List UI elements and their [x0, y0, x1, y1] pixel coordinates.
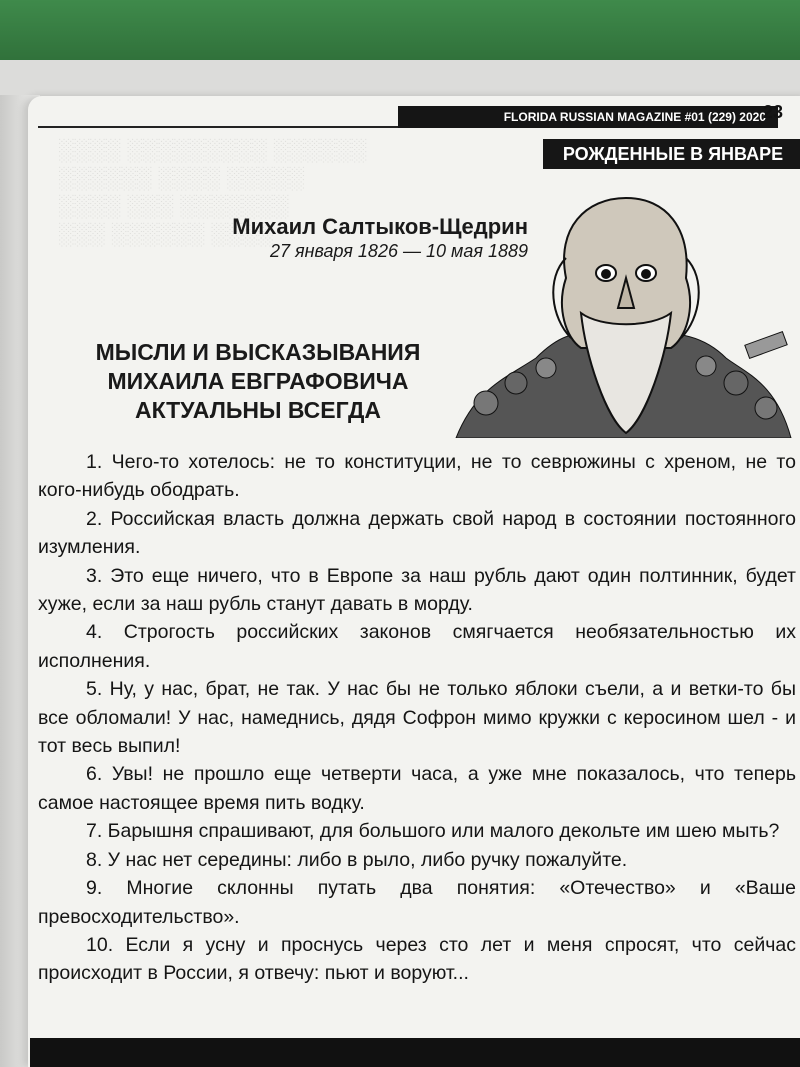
quote-item: 7. Барышня спрашивают, для большого или малого декольте им шею мыть?: [86, 820, 780, 843]
quote-item: 2. Российская власть должна держать свой народ в состоянии постоянного изумления.: [38, 507, 796, 559]
quote-item: 5. Ну, у нас, брат, не так. У нас бы не только яблоки съели, а и ветки-то бы все обломали! У нас, намеднись, дядя Софрон мимо кружки с керосином шел - и тот весь выпил!: [38, 678, 796, 758]
magazine-header: FLORIDA RUSSIAN MAGAZINE #01 (229) 2020: [398, 106, 778, 128]
headline: [58, 338, 458, 425]
headline-line-3: АКТУАЛЬНЫ ВСЕГДА: [134, 397, 382, 423]
quote-item: 8. У нас нет середины: либо в рыло, либо ручку пожалуйте.: [86, 848, 628, 871]
quote-item: 10. Если я усну и проснусь через сто лет и меня спросят, что сейчас происходит в России, я отвечу: пьют и воруют...: [38, 933, 796, 985]
author-name: Михаил Салтыков-Щедрин: [232, 214, 528, 239]
author-dates: 27 января 1826 — 10 мая 1889: [269, 241, 528, 261]
headline-line-2: МИХАИЛА ЕВГРАФОВИЧА: [107, 368, 409, 394]
bleed-through-text: ░░░░ ░░░░░░░░░ ░░░░░░ ░░░░░░ ░░░░ ░░░░░ ░░░░ ░░░ ░░░░░░░ ░░░ ░░░░░░ ░░░░: [58, 137, 367, 246]
caricature-portrait-image: [446, 188, 796, 438]
headline-line-1: МЫСЛИ И ВЫСКАЗЫВАНИЯ: [95, 339, 421, 365]
quotes-list: [38, 448, 796, 988]
quote-item: 4. Строгость российских законов смягчается необязательностью их исполнения.: [38, 621, 796, 672]
quote-item: 9. Многие склонны путать два понятия: «Отечество» и «Ваше превосходительство».: [38, 877, 796, 928]
section-tag: РОЖДЕННЫЕ В ЯНВАРЕ: [543, 139, 800, 169]
quote-item: 3. Это еще ничего, что в Европе за наш рубль дают один полтинник, будет хуже, если за наш рубль станут давать в морду.: [38, 564, 796, 616]
bottom-banner: [30, 1038, 800, 1067]
quote-item: 6. Увы! не прошло еще четверти часа, а уже мне показалось, что теперь самое настоящее время пить водку.: [38, 763, 796, 814]
magazine-page: [28, 96, 800, 1067]
quote-item: 1. Чего-то хотелось: не то конституции, не то севрюжины с хреном, не то кого-нибудь ободрать.: [38, 451, 796, 502]
page-number: 23: [763, 102, 784, 122]
